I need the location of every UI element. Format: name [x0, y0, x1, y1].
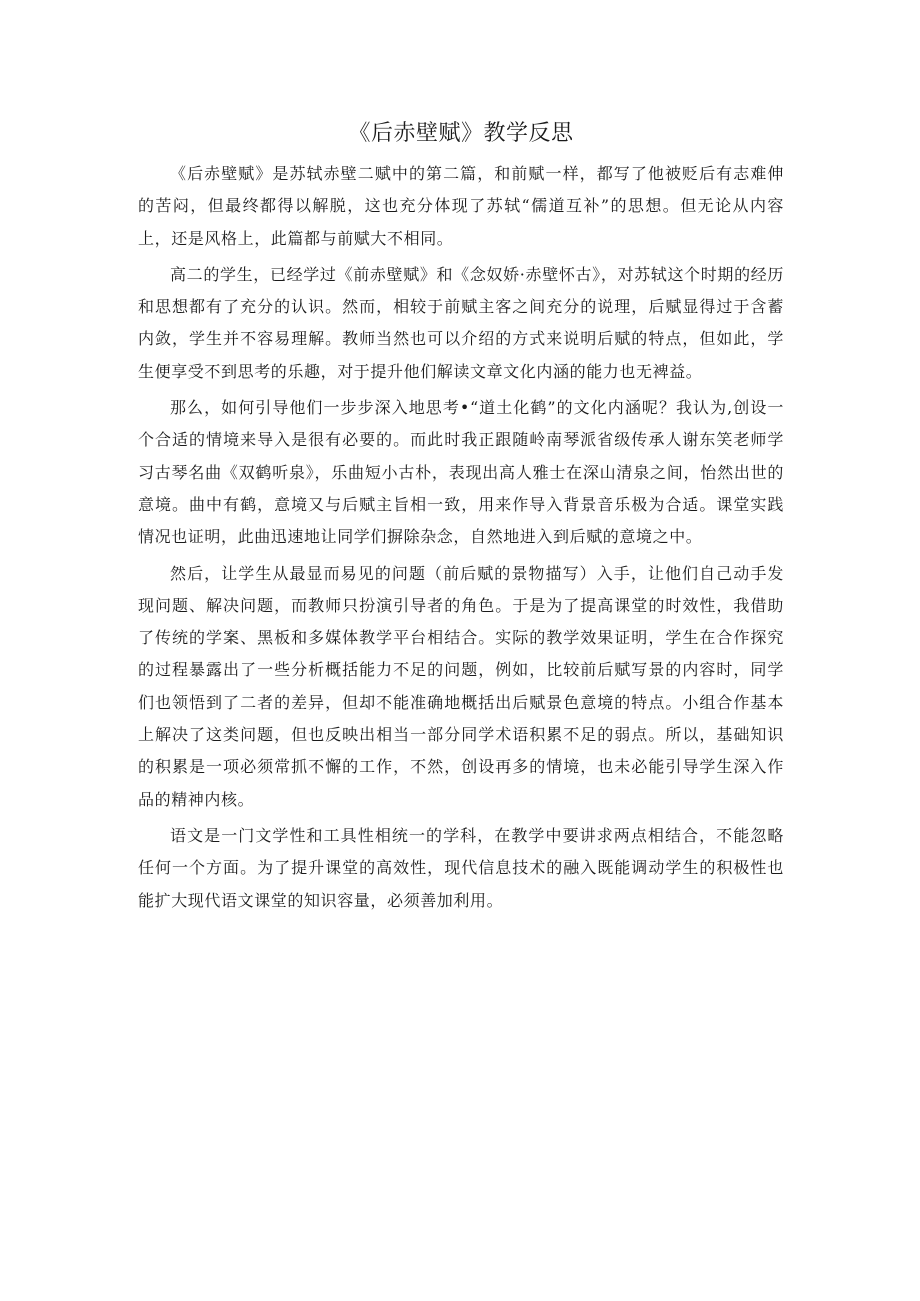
paragraph-2: 高二的学生，已经学过《前赤壁赋》和《念奴娇·赤壁怀古》，对苏轼这个时期的经历和思想都有了充分的认识。然而，相较于前赋主客之间充分的说理，后赋显得过于含蓄内敛，学生并不容易理解。教师当然也可以介绍的方式来说明后赋的特点，但如此，学生便享受不到思考的乐趣，对于提升他们解读文章文化内涵的能力也无裨益。 [138, 264, 784, 381]
paragraph-1: 《后赤壁赋》是苏轼赤壁二赋中的第二篇，和前赋一样，都写了他被贬后有志难伸的苦闷，但最终都得以解脱，这也充分体现了苏轼“儒道互补”的思想。但无论从内容上，还是风格上，此篇都与前赋大不相同。 [138, 164, 784, 248]
paragraph-5: 语文是一门文学性和工具性相统一的学科，在教学中要讲求两点相结合，不能忽略任何一个方面。为了提升课堂的高效性，现代信息技术的融入既能调动学生的积极性也能扩大现代语文课堂的知识容量，必须善加利用。 [138, 825, 784, 910]
document-page [138, 118, 784, 921]
document-title: 《后赤壁赋》教学反思 [348, 121, 574, 146]
paragraph-3: 那么，如何引导他们一步步深入地思考•“道土化鹤”的文化内涵呢？我认为,创设一个合适的情境来导入是很有必要的。而此时我正跟随岭南琴派省级传承人谢东笑老师学习古琴名曲《双鹤听泉》，乐曲短小古朴，表现出高人雅士在深山清泉之间，怡然出世的意境。曲中有鹤，意境又与后赋主旨相一致，用来作导入背景音乐极为合适。课堂实践情况也证明，此曲迅速地让同学们摒除杂念，自然地进入到后赋的意境之中。 [138, 398, 784, 547]
paragraph-4: 然后，让学生从最显而易见的问题（前后赋的景物描写）入手，让他们自己动手发现问题、解决问题，而教师只扮演引导者的角色。于是为了提高课堂的时效性，我借助了传统的学案、黑板和多媒体教学平台相结合。实际的教学效果证明，学生在合作探究的过程暴露出了一些分析概括能力不足的问题，例如，比较前后赋写景的内容时，同学们也领悟到了二者的差异，但却不能准确地概括出后赋景色意境的特点。小组合作基本上解决了这类问题，但也反映出相当一部分同学术语积累不足的弱点。所以，基础知识的积累是一项必须常抓不懈的工作，不然，创设再多的情境，也未必能引导学生深入作品的精神内核。 [138, 563, 784, 809]
